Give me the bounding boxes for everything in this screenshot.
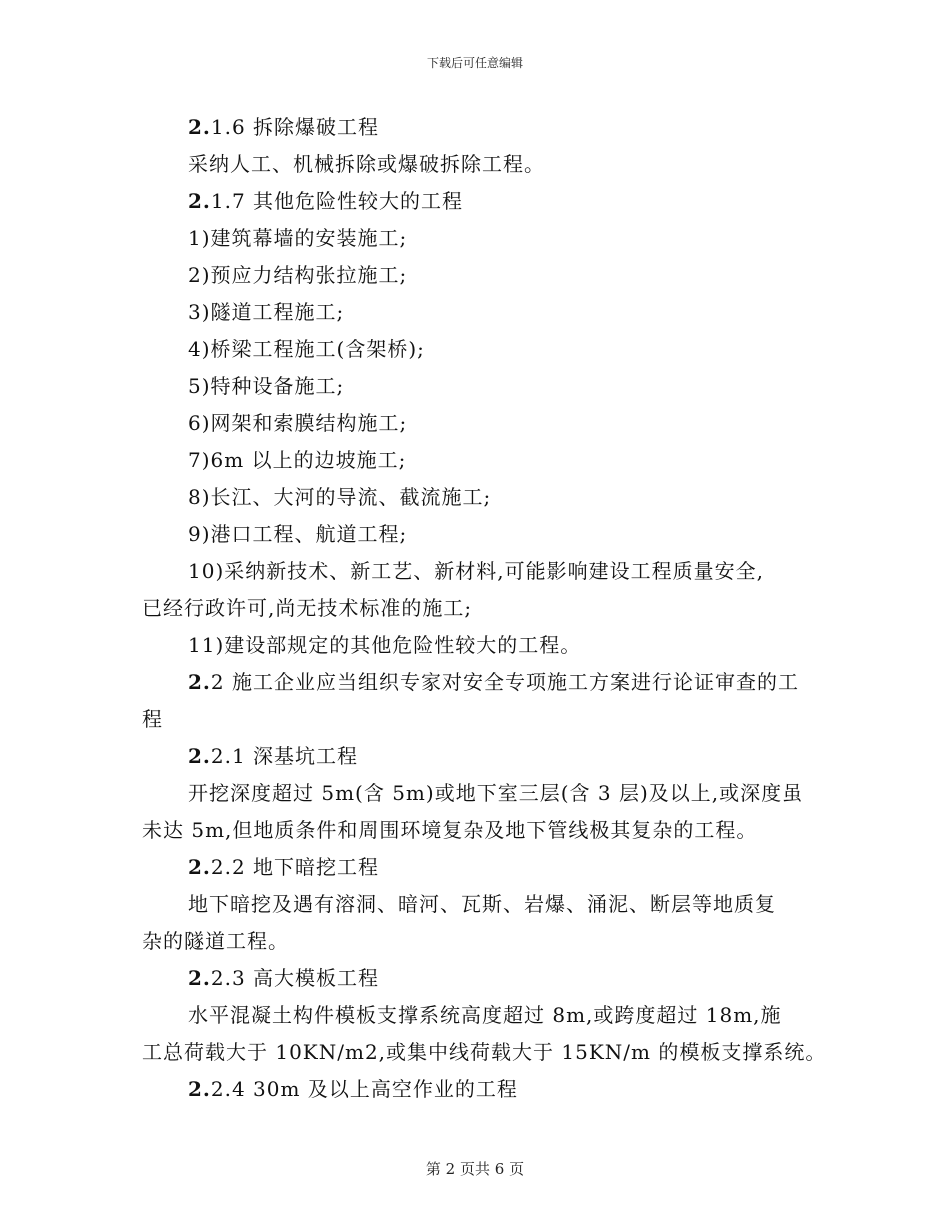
heading-number: 2. xyxy=(188,670,211,694)
list-item: 4)桥梁工程施工(含架桥); xyxy=(188,337,425,361)
heading-text: 2 施工企业应当组织专家对安全专项施工方案进行论证审查的工 xyxy=(210,670,799,694)
heading-number: 2. xyxy=(188,966,211,990)
heading-text: 2.3 高大模板工程 xyxy=(210,966,380,990)
paragraph-line: 开挖深度超过 5m(含 5m)或地下室三层(含 3 层)及以上,或深度虽 xyxy=(188,781,804,805)
list-item: 11)建设部规定的其他危险性较大的工程。 xyxy=(188,633,582,657)
heading-2-1-7 xyxy=(0,186,950,223)
heading-text: 1.7 其他危险性较大的工程 xyxy=(210,189,464,213)
heading-number: 2. xyxy=(188,189,211,213)
document-body xyxy=(0,112,950,1111)
paragraph-line: 水平混凝土构件模板支撑系统高度超过 8m,或跨度超过 18m,施 xyxy=(188,1003,782,1027)
list-item: 6)网架和索膜结构施工; xyxy=(188,411,408,435)
list-item: 8)长江、大河的导流、截流施工; xyxy=(188,485,492,509)
heading-number: 2. xyxy=(188,744,211,768)
list-item: 2)预应力结构张拉施工; xyxy=(188,263,408,287)
list-item: 3)隧道工程施工; xyxy=(188,300,345,324)
list-item: 7)6m 以上的边坡施工; xyxy=(188,448,407,472)
heading-text: 2.1 深基坑工程 xyxy=(210,744,359,768)
list-item-continuation: 已经行政许可,尚无技术标准的施工; xyxy=(142,596,473,620)
heading-2-2-1 xyxy=(0,741,950,778)
heading-continuation: 程 xyxy=(142,707,163,731)
paragraph-line: 工总荷载大于 10KN/m2,或集中线荷载大于 15KN/m 的模板支撑系统。 xyxy=(142,1040,827,1064)
list-item: 5)特种设备施工; xyxy=(188,374,345,398)
heading-text: 2.4 30m 及以上高空作业的工程 xyxy=(210,1077,518,1101)
heading-number: 2. xyxy=(188,115,211,139)
list-item: 1)建筑幕墙的安装施工; xyxy=(188,226,408,250)
page-footer: 第 2 页共 6 页 xyxy=(425,1160,525,1178)
paragraph-line: 地下暗挖及遇有溶洞、暗河、瓦斯、岩爆、涌泥、断层等地质复 xyxy=(188,892,776,916)
heading-2-2 xyxy=(0,667,950,704)
heading-2-2-2 xyxy=(0,852,950,889)
list-item: 10)采纳新技术、新工艺、新材料,可能影响建设工程质量安全, xyxy=(188,559,764,583)
page-header: 下载后可任意编辑 xyxy=(426,56,523,70)
heading-number: 2. xyxy=(188,855,211,879)
heading-2-1-6 xyxy=(0,112,950,149)
paragraph-line: 采纳人工、机械拆除或爆破拆除工程。 xyxy=(188,152,545,176)
paragraph-line: 杂的隧道工程。 xyxy=(142,929,289,953)
heading-2-2-3 xyxy=(0,963,950,1000)
heading-number: 2. xyxy=(188,1077,211,1101)
heading-2-2-4 xyxy=(0,1074,950,1111)
paragraph-line: 未达 5m,但地质条件和周围环境复杂及地下管线极其复杂的工程。 xyxy=(142,818,758,842)
heading-text: 1.6 拆除爆破工程 xyxy=(210,115,380,139)
list-item: 9)港口工程、航道工程; xyxy=(188,522,408,546)
heading-text: 2.2 地下暗挖工程 xyxy=(210,855,380,879)
